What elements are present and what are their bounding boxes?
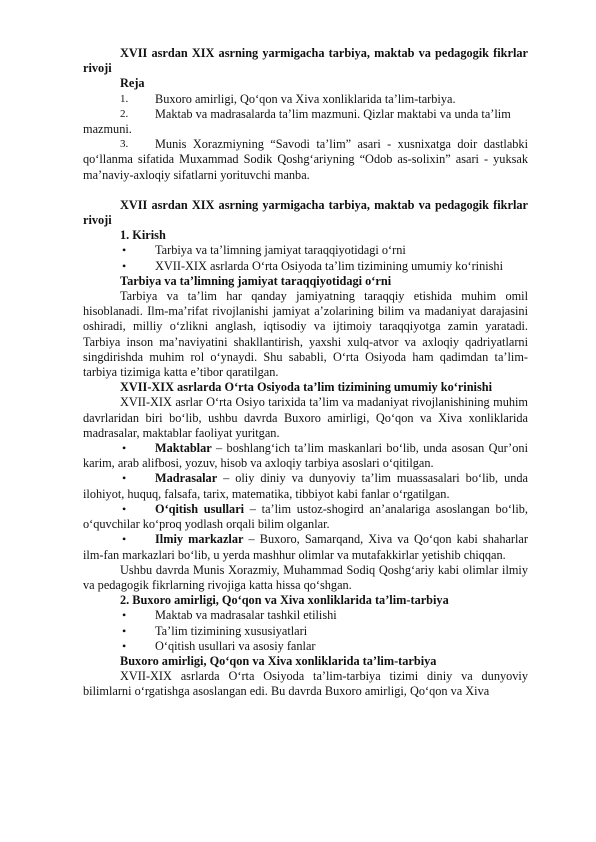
plan-item xyxy=(83,107,528,137)
plan-item-text: Munis Xorazmiyning “Savodi ta’lim” asari - xusnixatga doir dastlabki qo‘llanma sifatida Muxammad Sodik Qoshg‘ariyning “Odob as-solixin” asari - yuksak ma’naviy-axloqiy sifatlarni yorituvchi manba. xyxy=(83,137,528,182)
plan-item-text: Maktab va madrasalarda ta’lim mazmuni. Qizlar maktabi va unda ta’lim mazmuni. xyxy=(83,106,511,137)
list-item xyxy=(83,608,528,623)
list-item-term: Ilmiy markazlar xyxy=(155,532,244,547)
plan-item-text: Buxoro amirligi, Qo‘qon va Xiva xonliklarida ta’lim-tarbiya. xyxy=(155,91,456,106)
bullet-icon: • xyxy=(122,441,127,456)
bullet-icon: • xyxy=(122,243,127,258)
list-item xyxy=(83,502,528,532)
list-item xyxy=(83,441,528,471)
section-heading: 2. Buxoro amirligi, Qo‘qon va Xiva xonliklarida ta’lim-tarbiya xyxy=(120,593,449,608)
list-item-text: – boshlang‘ich ta’lim maskanlari bo‘lib, unda asosan Qur’oni karim, arab alifbosi, yozuv, hisob va axloqiy tarbiya asoslari o‘qitilgan. xyxy=(83,441,528,471)
list-item-term: Maktablar xyxy=(155,441,212,456)
bullet-icon: • xyxy=(122,471,127,486)
subsection-heading: Buxoro amirligi, Qo‘qon va Xiva xonliklarida ta’lim-tarbiya xyxy=(120,653,437,668)
plan-item xyxy=(83,92,528,107)
list-item xyxy=(83,471,528,501)
list-item-text: XVII-XIX asrlarda O‘rta Osiyoda ta’lim tizimining umumiy ko‘rinishi xyxy=(155,258,503,273)
list-item-text: Tarbiya va ta’limning jamiyat taraqqiyotidagi o‘rni xyxy=(155,243,406,258)
subsection-heading: XVII-XIX asrlarda O‘rta Osiyoda ta’lim tizimining umumiy ko‘rinishi xyxy=(120,380,492,395)
list-item-term: Madrasalar xyxy=(155,471,218,486)
list-item-text: O‘qitish usullari va asosiy fanlar xyxy=(155,638,316,653)
plan-item-number: 2. xyxy=(120,107,129,120)
list-item xyxy=(83,259,528,274)
paragraph: XVII-XIX asrlarda O‘rta Osiyoda ta’lim-tarbiya tizimi diniy va dunyoviy bilimlarni o‘rgatishga asoslangan edi. Bu davrda Buxoro amirligi, Qo‘qon va Xiva xyxy=(83,669,528,699)
list-item xyxy=(83,532,528,562)
list-item xyxy=(83,243,528,258)
bullet-icon: • xyxy=(122,608,127,623)
list-item-text: – oliy diniy va dunyoviy ta’lim muassasalari bo‘lib, unda ilohiyot, huquq, falsafa, tarix, matematika, tibbiyot kabi fanlar o‘rgatilgan. xyxy=(83,471,528,501)
section-gap xyxy=(83,183,528,198)
plan-item-number: 1. xyxy=(120,92,129,105)
list-item-text: – ta’lim ustoz-shogird an’analariga asoslangan bo‘lib, o‘quvchilar ko‘proq yodlash orqali bilim olganlar. xyxy=(83,501,528,532)
list-item-text: – Buxoro, Samarqand, Xiva va Qo‘qon kabi shaharlar ilm-fan markazlari bo‘lib, u yerda mashhur olimlar va mutafakkirlar yetishib chiqqan. xyxy=(83,532,528,562)
paragraph: XVII-XIX asrlar O‘rta Osiyo tarixida ta’lim va madaniyat rivojlanishining muhim davrlaridan biri bo‘lib, ushbu davrda Buxoro amirligi, Qo‘qon va Xiva xonliklarida madrasalar, maktablar faoliyat yuritgan. xyxy=(83,395,528,440)
document-body xyxy=(83,46,528,700)
bullet-icon: • xyxy=(122,623,127,638)
list-item xyxy=(83,624,528,639)
list-item-text: Ta’lim tizimining xususiyatlari xyxy=(155,623,308,638)
document-title: XVII asrdan XIX asrning yarmigacha tarbiya, maktab va pedagogik fikrlar rivoji xyxy=(83,46,528,76)
plan-label: Reja xyxy=(120,76,145,91)
bullet-icon: • xyxy=(122,638,127,653)
list-item xyxy=(83,639,528,654)
list-item-text: Maktab va madrasalar tashkil etilishi xyxy=(155,608,337,623)
paragraph: Tarbiya va ta’lim har qanday jamiyatning taraqqiy etishida muhim omil hisoblanadi. Ilm-ma’rifat rivojlanishi jamiyat a’zolarining bilim va madaniyat darajasini oshiradi, milliy o‘zlikni anglash, iqtisodiy va ijtimoiy taraqqiyotga zamin yaratadi. Tarbiya inson ma’naviyatini shakllantirish, yaxshi xulq-atvor va axloqiy qadriyatlarni singdirishda muhim rol o‘ynaydi. Shu sababli, O‘rta Osiyoda ham qadimdan ta’lim-tarbiya tizimiga katta e’tibor qaratilgan. xyxy=(83,289,528,380)
bullet-icon: • xyxy=(122,532,127,547)
bullet-icon: • xyxy=(122,501,127,516)
plan-item xyxy=(83,137,528,183)
subsection-heading: Tarbiya va ta’limning jamiyat taraqqiyotidagi o‘rni xyxy=(120,273,392,288)
plan-item-number: 3. xyxy=(120,138,129,151)
section-title: XVII asrdan XIX asrning yarmigacha tarbiya, maktab va pedagogik fikrlar rivoji xyxy=(83,197,528,228)
paragraph: Ushbu davrda Munis Xorazmiy, Muhammad Sodiq Qoshg‘ariy kabi olimlar ilmiy va pedagogik fikrlarning rivojiga katta hissa qo‘shgan. xyxy=(83,562,528,592)
bullet-icon: • xyxy=(122,258,127,273)
section-heading: 1. Kirish xyxy=(120,228,166,243)
list-item-term: O‘qitish usullari xyxy=(155,501,245,516)
